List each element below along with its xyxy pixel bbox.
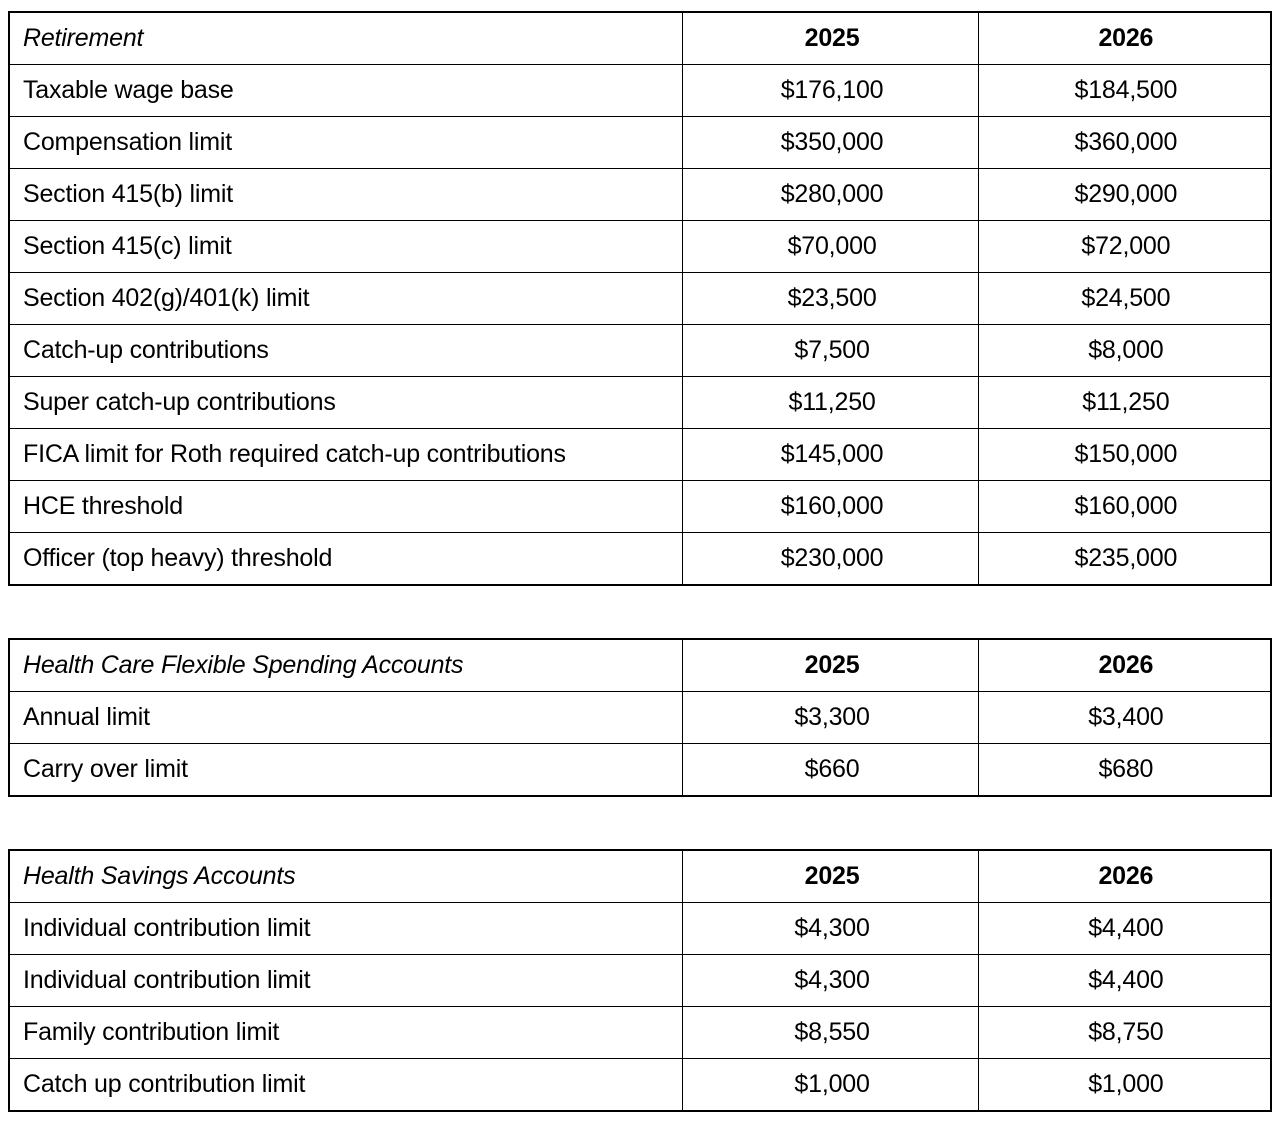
table-title: Health Savings Accounts bbox=[9, 850, 683, 903]
row-value-2026: $680 bbox=[978, 744, 1271, 797]
row-label: Individual contribution limit bbox=[9, 903, 683, 955]
row-value-2025: $4,300 bbox=[683, 955, 978, 1007]
row-value-2025: $1,000 bbox=[683, 1059, 978, 1112]
row-label: Family contribution limit bbox=[9, 1007, 683, 1059]
header-row bbox=[9, 12, 1271, 65]
table-row bbox=[9, 1007, 1271, 1059]
row-value-2025: $145,000 bbox=[683, 429, 978, 481]
year-header-2025: 2025 bbox=[683, 12, 978, 65]
row-label: Section 415(b) limit bbox=[9, 169, 683, 221]
row-value-2025: $176,100 bbox=[683, 65, 978, 117]
row-label: FICA limit for Roth required catch-up contributions bbox=[9, 429, 683, 481]
year-header-2026: 2026 bbox=[978, 639, 1271, 692]
table-row bbox=[9, 955, 1271, 1007]
row-value-2025: $23,500 bbox=[683, 273, 978, 325]
row-value-2025: $230,000 bbox=[683, 533, 978, 586]
table-title: Health Care Flexible Spending Accounts bbox=[9, 639, 683, 692]
row-value-2026: $4,400 bbox=[978, 955, 1271, 1007]
row-label: HCE threshold bbox=[9, 481, 683, 533]
row-label: Annual limit bbox=[9, 692, 683, 744]
header-row bbox=[9, 850, 1271, 903]
row-label: Carry over limit bbox=[9, 744, 683, 797]
row-value-2026: $360,000 bbox=[978, 117, 1271, 169]
row-value-2025: $350,000 bbox=[683, 117, 978, 169]
row-value-2026: $184,500 bbox=[978, 65, 1271, 117]
table-row bbox=[9, 533, 1271, 586]
table-row bbox=[9, 273, 1271, 325]
table-row bbox=[9, 429, 1271, 481]
year-header-2025: 2025 bbox=[683, 850, 978, 903]
table-row bbox=[9, 221, 1271, 273]
row-label: Compensation limit bbox=[9, 117, 683, 169]
row-label: Officer (top heavy) threshold bbox=[9, 533, 683, 586]
row-value-2026: $4,400 bbox=[978, 903, 1271, 955]
row-label: Catch up contribution limit bbox=[9, 1059, 683, 1112]
row-value-2026: $1,000 bbox=[978, 1059, 1271, 1112]
row-value-2025: $160,000 bbox=[683, 481, 978, 533]
row-label: Section 415(c) limit bbox=[9, 221, 683, 273]
table-row bbox=[9, 903, 1271, 955]
header-row bbox=[9, 639, 1271, 692]
table-row bbox=[9, 169, 1271, 221]
table-row bbox=[9, 744, 1271, 797]
year-header-2026: 2026 bbox=[978, 12, 1271, 65]
row-value-2025: $11,250 bbox=[683, 377, 978, 429]
row-value-2026: $3,400 bbox=[978, 692, 1271, 744]
row-value-2026: $24,500 bbox=[978, 273, 1271, 325]
table-title: Retirement bbox=[9, 12, 683, 65]
table-row bbox=[9, 1059, 1271, 1112]
table-row bbox=[9, 117, 1271, 169]
row-value-2026: $150,000 bbox=[978, 429, 1271, 481]
table-row bbox=[9, 692, 1271, 744]
table-row bbox=[9, 377, 1271, 429]
row-value-2025: $280,000 bbox=[683, 169, 978, 221]
table-row bbox=[9, 481, 1271, 533]
year-header-2025: 2025 bbox=[683, 639, 978, 692]
row-value-2026: $160,000 bbox=[978, 481, 1271, 533]
retirement-table bbox=[8, 11, 1272, 586]
row-value-2026: $8,750 bbox=[978, 1007, 1271, 1059]
row-value-2025: $3,300 bbox=[683, 692, 978, 744]
row-value-2026: $8,000 bbox=[978, 325, 1271, 377]
row-label: Taxable wage base bbox=[9, 65, 683, 117]
row-label: Catch-up contributions bbox=[9, 325, 683, 377]
row-value-2025: $7,500 bbox=[683, 325, 978, 377]
row-value-2026: $235,000 bbox=[978, 533, 1271, 586]
row-value-2025: $8,550 bbox=[683, 1007, 978, 1059]
row-label: Section 402(g)/401(k) limit bbox=[9, 273, 683, 325]
row-value-2025: $660 bbox=[683, 744, 978, 797]
row-value-2026: $290,000 bbox=[978, 169, 1271, 221]
row-label: Super catch-up contributions bbox=[9, 377, 683, 429]
table-row bbox=[9, 325, 1271, 377]
health-care-fsa-table bbox=[8, 638, 1272, 797]
row-value-2025: $4,300 bbox=[683, 903, 978, 955]
row-label: Individual contribution limit bbox=[9, 955, 683, 1007]
row-value-2025: $70,000 bbox=[683, 221, 978, 273]
row-value-2026: $72,000 bbox=[978, 221, 1271, 273]
table-row bbox=[9, 65, 1271, 117]
health-savings-accounts-table bbox=[8, 849, 1272, 1112]
year-header-2026: 2026 bbox=[978, 850, 1271, 903]
row-value-2026: $11,250 bbox=[978, 377, 1271, 429]
